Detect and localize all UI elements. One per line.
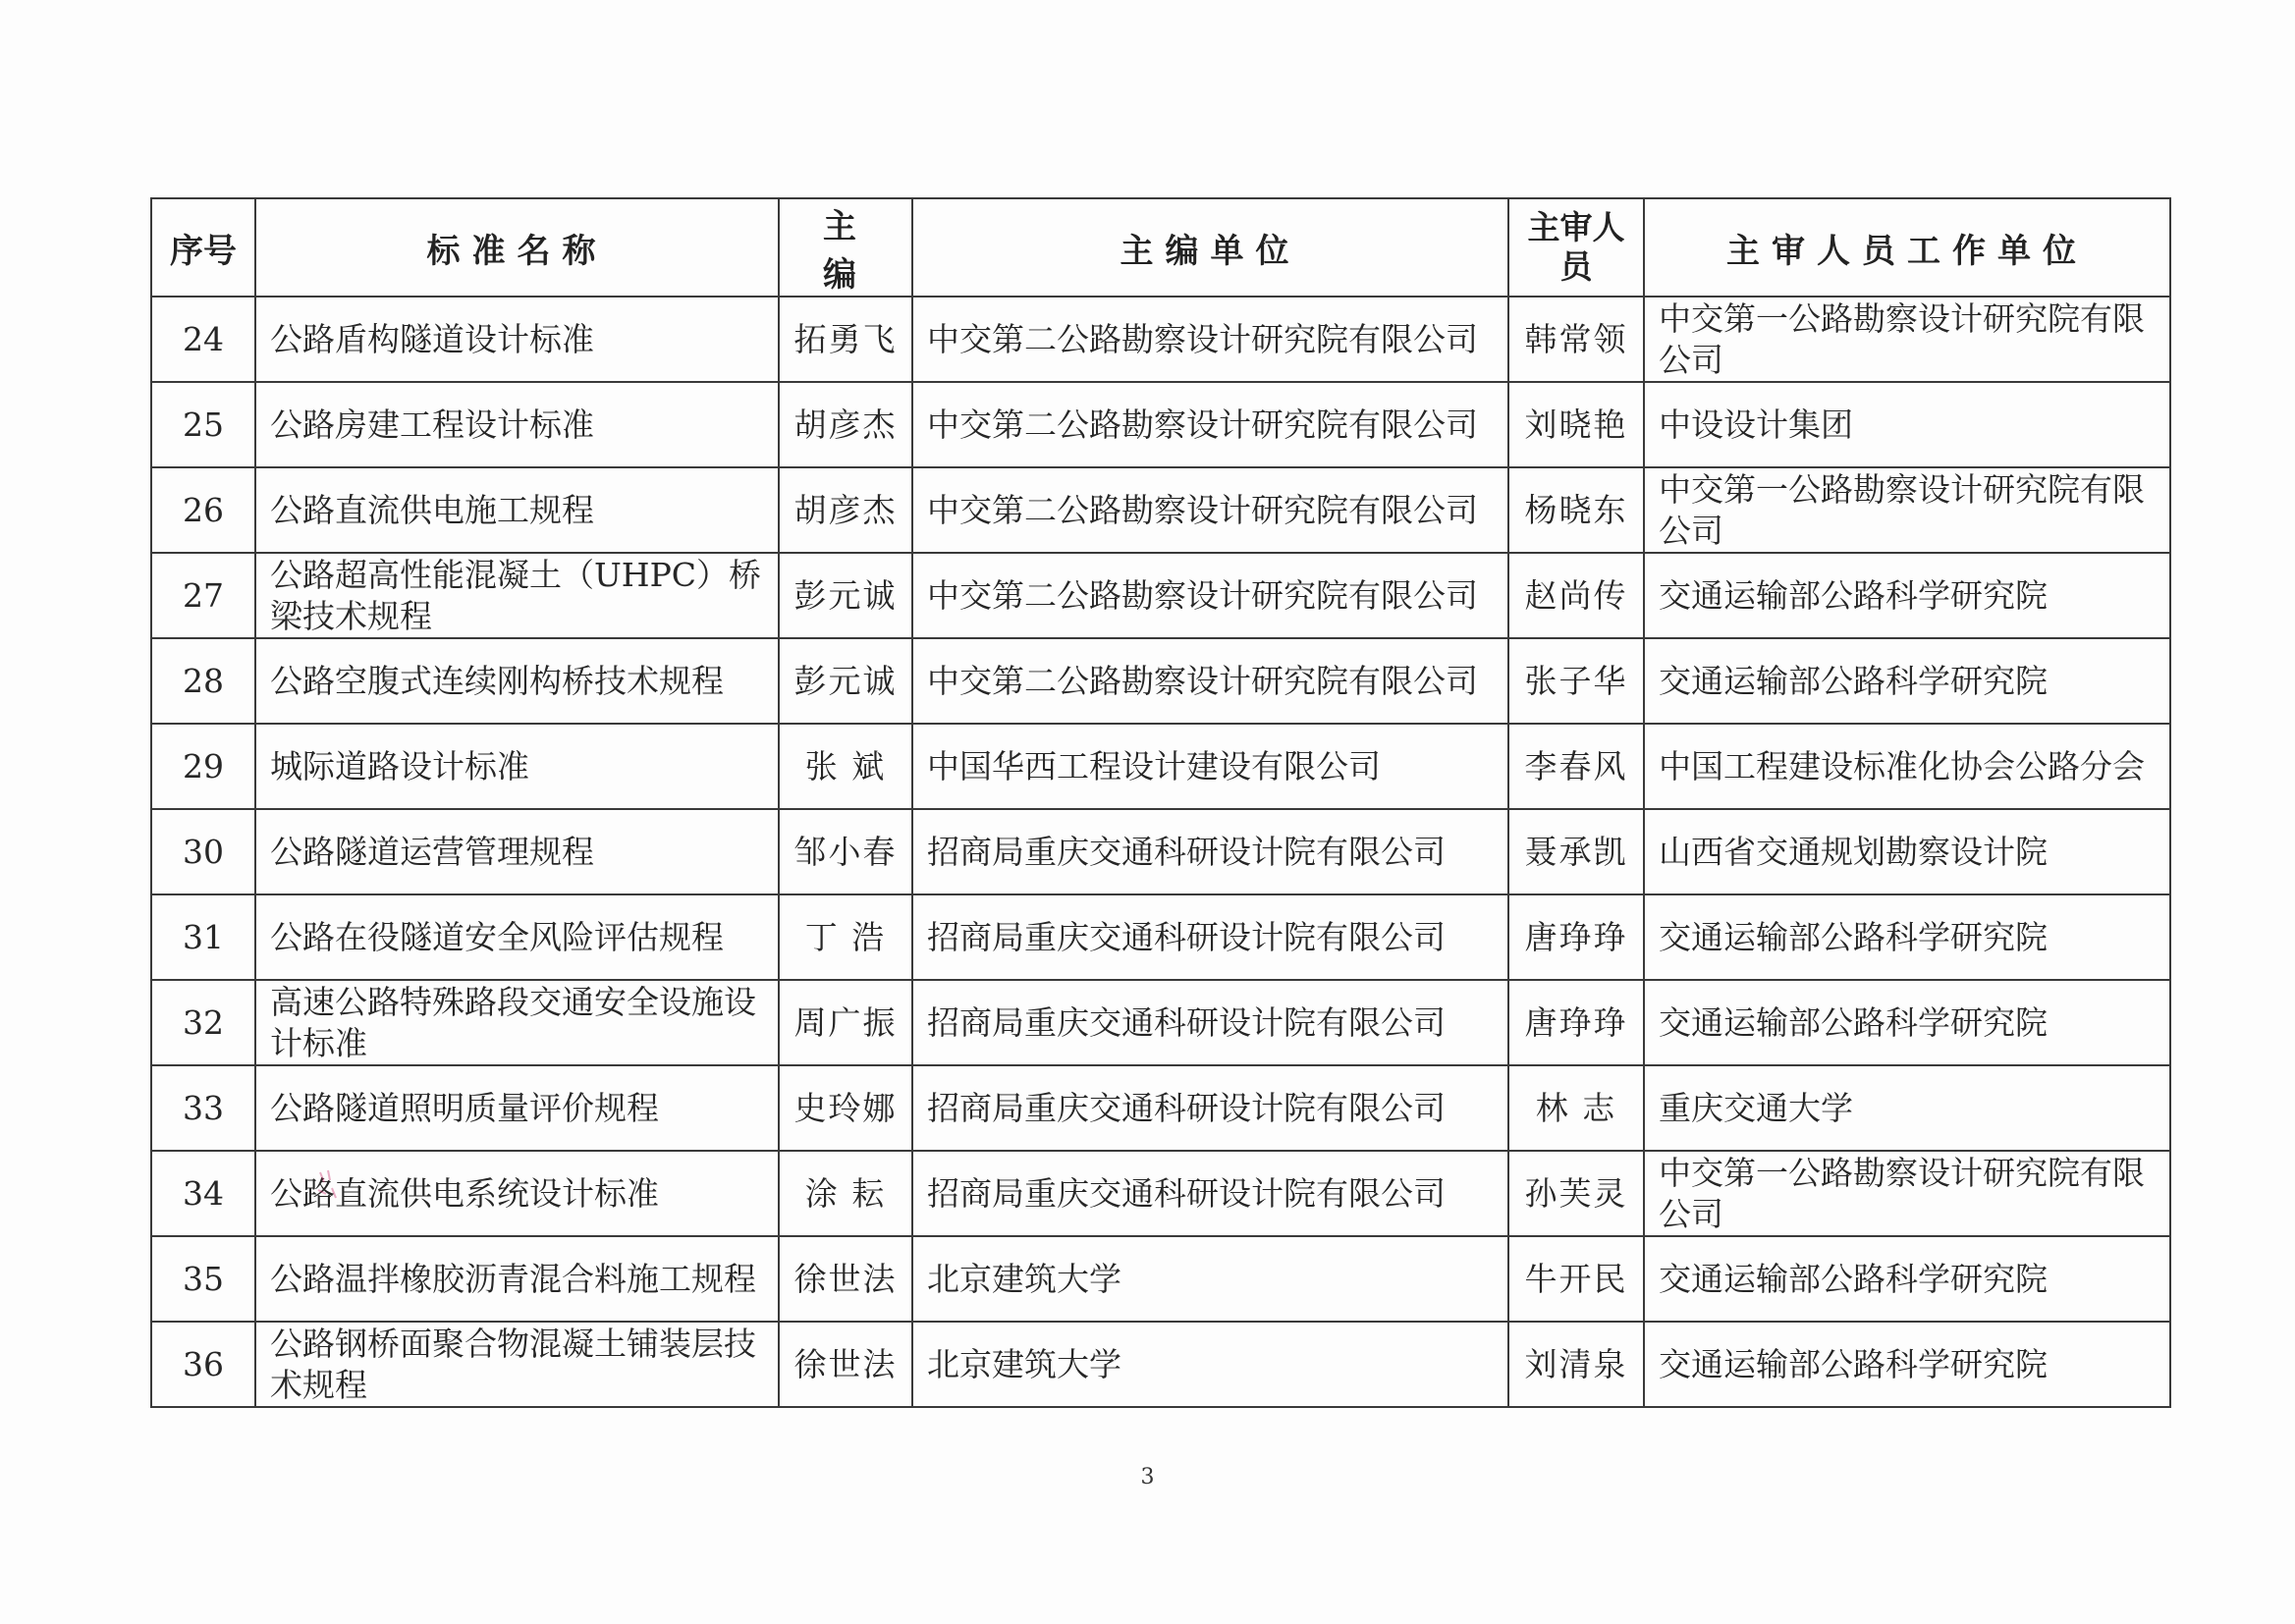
editor-unit: 招商局重庆交通科研设计院有限公司 <box>912 980 1508 1065</box>
chief-reviewer: 牛开民 <box>1508 1236 1644 1322</box>
editor-unit: 中交第二公路勘察设计研究院有限公司 <box>912 553 1508 638</box>
table-row <box>151 809 2170 894</box>
reviewer-unit: 中国工程建设标准化协会公路分会 <box>1644 724 2170 809</box>
header-standard-name: 标准名称 <box>255 198 779 297</box>
chief-reviewer: 孙芙灵 <box>1508 1151 1644 1236</box>
editor-unit: 北京建筑大学 <box>912 1322 1508 1407</box>
reviewer-unit: 交通运输部公路科学研究院 <box>1644 980 2170 1065</box>
chief-reviewer: 韩常领 <box>1508 297 1644 382</box>
chief-editor: 胡彦杰 <box>779 382 912 467</box>
chief-editor: 彭元诚 <box>779 553 912 638</box>
chief-editor: 周广振 <box>779 980 912 1065</box>
standard-name: 公路钢桥面聚合物混凝土铺装层技术规程 <box>255 1322 779 1407</box>
editor-unit: 中交第二公路勘察设计研究院有限公司 <box>912 638 1508 724</box>
row-index: 35 <box>151 1236 255 1322</box>
table-row <box>151 638 2170 724</box>
ink-mark <box>312 1168 342 1208</box>
chief-reviewer: 唐琤琤 <box>1508 894 1644 980</box>
standard-name: 高速公路特殊路段交通安全设施设计标准 <box>255 980 779 1065</box>
chief-reviewer: 赵尚传 <box>1508 553 1644 638</box>
editor-unit: 中国华西工程设计建设有限公司 <box>912 724 1508 809</box>
table-row <box>151 724 2170 809</box>
table-header-row <box>151 198 2170 297</box>
row-index: 24 <box>151 297 255 382</box>
reviewer-unit: 交通运输部公路科学研究院 <box>1644 1236 2170 1322</box>
editor-unit: 招商局重庆交通科研设计院有限公司 <box>912 1151 1508 1236</box>
row-index: 25 <box>151 382 255 467</box>
standard-name: 公路隧道运营管理规程 <box>255 809 779 894</box>
reviewer-unit: 交通运输部公路科学研究院 <box>1644 1322 2170 1407</box>
table-row <box>151 1065 2170 1151</box>
row-index: 30 <box>151 809 255 894</box>
editor-unit: 招商局重庆交通科研设计院有限公司 <box>912 894 1508 980</box>
row-index: 26 <box>151 467 255 553</box>
table-row <box>151 980 2170 1065</box>
standard-name: 公路盾构隧道设计标准 <box>255 297 779 382</box>
chief-editor: 拓勇飞 <box>779 297 912 382</box>
chief-editor: 邹小春 <box>779 809 912 894</box>
chief-editor: 涂 耘 <box>779 1151 912 1236</box>
reviewer-unit: 交通运输部公路科学研究院 <box>1644 894 2170 980</box>
standards-table <box>150 197 2171 1408</box>
row-index: 28 <box>151 638 255 724</box>
table-row <box>151 1322 2170 1407</box>
page-number: 3 <box>1140 1465 1155 1489</box>
table-row <box>151 553 2170 638</box>
standard-name: 公路在役隧道安全风险评估规程 <box>255 894 779 980</box>
chief-reviewer: 林 志 <box>1508 1065 1644 1151</box>
editor-unit: 北京建筑大学 <box>912 1236 1508 1322</box>
editor-unit: 招商局重庆交通科研设计院有限公司 <box>912 809 1508 894</box>
row-index: 36 <box>151 1322 255 1407</box>
chief-reviewer: 刘清泉 <box>1508 1322 1644 1407</box>
header-chief-reviewer: 主审人员 <box>1508 198 1644 297</box>
standard-name: 公路直流供电施工规程 <box>255 467 779 553</box>
reviewer-unit: 交通运输部公路科学研究院 <box>1644 638 2170 724</box>
reviewer-unit: 重庆交通大学 <box>1644 1065 2170 1151</box>
row-index: 32 <box>151 980 255 1065</box>
reviewer-unit: 交通运输部公路科学研究院 <box>1644 553 2170 638</box>
reviewer-unit: 中交第一公路勘察设计研究院有限公司 <box>1644 467 2170 553</box>
row-index: 29 <box>151 724 255 809</box>
header-chief-editor: 主 编 <box>779 198 912 297</box>
chief-editor: 张 斌 <box>779 724 912 809</box>
chief-editor: 史玲娜 <box>779 1065 912 1151</box>
standard-name: 公路空腹式连续刚构桥技术规程 <box>255 638 779 724</box>
row-index: 31 <box>151 894 255 980</box>
header-reviewer-unit: 主审人员工作单位 <box>1644 198 2170 297</box>
chief-reviewer: 李春风 <box>1508 724 1644 809</box>
standard-name: 公路隧道照明质量评价规程 <box>255 1065 779 1151</box>
reviewer-unit: 山西省交通规划勘察设计院 <box>1644 809 2170 894</box>
editor-unit: 中交第二公路勘察设计研究院有限公司 <box>912 382 1508 467</box>
row-index: 34 <box>151 1151 255 1236</box>
chief-reviewer: 张子华 <box>1508 638 1644 724</box>
table-row <box>151 382 2170 467</box>
table-row <box>151 297 2170 382</box>
editor-unit: 中交第二公路勘察设计研究院有限公司 <box>912 467 1508 553</box>
standard-name: 公路超高性能混凝土（UHPC）桥梁技术规程 <box>255 553 779 638</box>
table-row <box>151 467 2170 553</box>
reviewer-unit: 中设设计集团 <box>1644 382 2170 467</box>
table-row <box>151 1236 2170 1322</box>
chief-reviewer: 刘晓艳 <box>1508 382 1644 467</box>
standard-name: 公路温拌橡胶沥青混合料施工规程 <box>255 1236 779 1322</box>
reviewer-unit: 中交第一公路勘察设计研究院有限公司 <box>1644 297 2170 382</box>
header-index: 序号 <box>151 198 255 297</box>
chief-editor: 彭元诚 <box>779 638 912 724</box>
editor-unit: 中交第二公路勘察设计研究院有限公司 <box>912 297 1508 382</box>
editor-unit: 招商局重庆交通科研设计院有限公司 <box>912 1065 1508 1151</box>
chief-editor: 徐世法 <box>779 1236 912 1322</box>
chief-editor: 徐世法 <box>779 1322 912 1407</box>
chief-reviewer: 聂承凯 <box>1508 809 1644 894</box>
chief-editor: 丁 浩 <box>779 894 912 980</box>
chief-reviewer: 杨晓东 <box>1508 467 1644 553</box>
reviewer-unit: 中交第一公路勘察设计研究院有限公司 <box>1644 1151 2170 1236</box>
table-row <box>151 1151 2170 1236</box>
row-index: 33 <box>151 1065 255 1151</box>
standard-name: 城际道路设计标准 <box>255 724 779 809</box>
standard-name: 公路直流供电系统设计标准 <box>255 1151 779 1236</box>
table-row <box>151 894 2170 980</box>
chief-reviewer: 唐琤琤 <box>1508 980 1644 1065</box>
standard-name: 公路房建工程设计标准 <box>255 382 779 467</box>
row-index: 27 <box>151 553 255 638</box>
header-editor-unit: 主编单位 <box>912 198 1508 297</box>
chief-editor: 胡彦杰 <box>779 467 912 553</box>
